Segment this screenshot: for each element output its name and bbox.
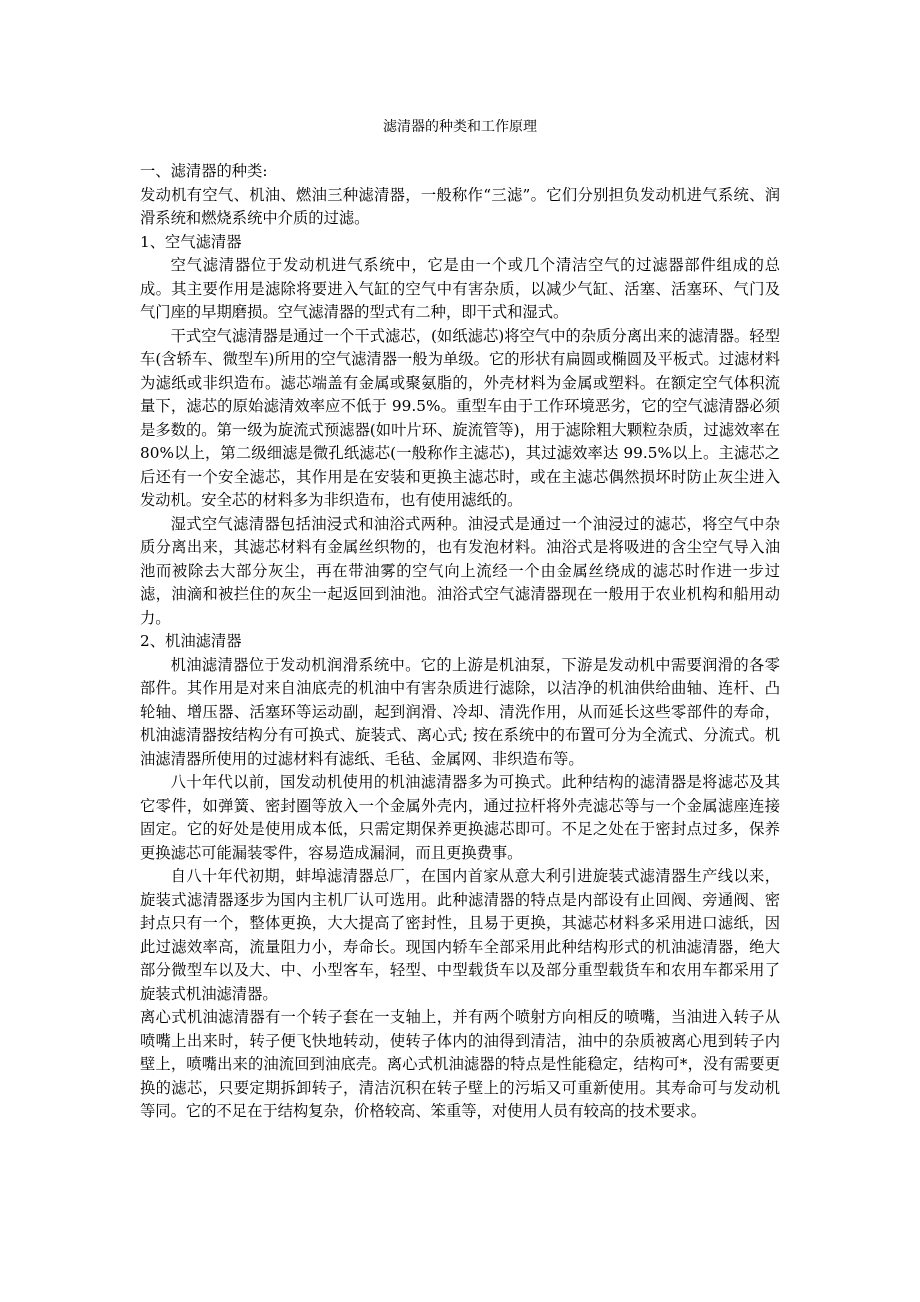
paragraph-oil-filter-overview: 机油滤清器位于发动机润滑系统中。它的上游是机油泵，下游是发动机中需要润滑的各零部件。其作用是对来自油底壳的机油中有害杂质进行滤除，以洁净的机油供给曲轴、连杆、凸轮轴、增压器、活塞环等运动副，起到润滑、冷却、清洗作用，从而延长这些零部件的寿命，机油滤清器按结构分有可换式、旋装式、离心式; 按在系统中的布置可分为全流式、分流式。机油滤清器所使用的过滤材料有滤纸、毛毡、金属网、非织造布等。 bbox=[140, 655, 780, 768]
paragraph-wet-air-filter: 湿式空气滤清器包括油浸式和油浴式两种。油浸式是通过一个油浸过的滤芯，将空气中杂质分离出来，其滤芯材料有金属丝织物的，也有发泡材料。油浴式是将吸进的含尘空气导入油池而被除去大部分灰尘，再在带油雾的空气向上流经一个由金属丝绕成的滤芯时作进一步过滤，油滴和被拦住的灰尘一起返回到油池。油浴式空气滤清器现在一般用于农业机构和船用动力。 bbox=[140, 514, 780, 627]
paragraph-centrifugal-oil-filter: 离心式机油滤清器有一个转子套在一支轴上，并有两个喷射方向相反的喷嘴，当油进入转子从喷嘴上出来时，转子便飞快地转动，使转子体内的油得到清洁，油中的杂质被离心甩到转子内壁上，喷嘴出来的油流回到油底壳。离心式机油滤器的特点是性能稳定，结构可*，没有需要更换的滤芯，只要定期拆卸转子，清洁沉积在转子壁上的污垢又可重新使用。其寿命可与发动机等同。它的不足在于结构复杂，价格较高、笨重等，对使用人员有较高的技术要求。 bbox=[140, 1008, 780, 1120]
paragraph-air-filter-overview: 空气滤清器位于发动机进气系统中，它是由一个或几个清洁空气的过滤器部件组成的总成。其主要作用是滤除将要进入气缸的空气中有害杂质，以减少气缸、活塞、活塞环、气门及气门座的早期磨损。空气滤清器的型式有二种，即干式和湿式。 bbox=[140, 256, 780, 321]
section-heading-types: 一、滤清器的种类: bbox=[140, 162, 268, 180]
section-heading-oil-filter: 2、机油滤清器 bbox=[140, 632, 242, 650]
section-heading-air-filter: 1、空气滤清器 bbox=[140, 232, 242, 251]
document-title: 滤清器的种类和工作原理 bbox=[383, 119, 537, 135]
paragraph-replaceable-oil-filter: 八十年代以前，国发动机使用的机油滤清器多为可换式。此种结构的滤清器是将滤芯及其它零件，如弹簧、密封圈等放入一个金属外壳内，通过拉杆将外壳滤芯等与一个金属滤座连接固定。它的好处是使用成本低，只需定期保养更换滤芯即可。不足之处在于密封点过多，保养更换滤芯可能漏装零件，容易造成漏洞，而且更换费事。 bbox=[140, 773, 780, 862]
document-body bbox=[140, 160, 780, 1124]
paragraph-spin-on-oil-filter: 自八十年代初期，蚌埠滤清器总厂，在国内首家从意大利引进旋装式滤清器生产线以来，旋装式滤清器逐步为国内主机厂认可选用。此种滤清器的特点是内部设有止回阀、旁通阀、密封点只有一个，整体更换，大大提高了密封性，且易于更换，其滤芯材料多采用进口滤纸，因此过滤效率高，流量阻力小，寿命长。现国内轿车全部采用此种结构形式的机油滤清器，绝大部分微型车以及大、中、小型客车，轻型、中型载货车以及部分重型载货车和农用车都采用了旋装式机油滤清器。 bbox=[140, 867, 780, 1003]
paragraph-intro: 发动机有空气、机油、燃油三种滤清器，一般称作“三滤”。它们分别担负发动机进气系统、润滑系统和燃烧系统中介质的过滤。 bbox=[140, 185, 780, 227]
paragraph-dry-air-filter: 干式空气滤清器是通过一个干式滤芯，(如纸滤芯)将空气中的杂质分离出来的滤清器。轻型车(含轿车、微型车)所用的空气滤清器一般为单级。它的形状有扁圆或椭圆及平板式。过滤材料为滤纸或非织造布。滤芯端盖有金属或聚氨脂的，外壳材料为金属或塑料。在额定空气体积流量下，滤芯的原始滤清效率应不低于 99.5%。重型车由于工作环境恶劣，它的空气滤清器必须是多数的。第一级为旋流式预滤器(如叶片环、旋流管等)，用于滤除粗大颗粒杂质，过滤效率在 80%以上，第二级细滤是微孔纸滤芯(一般称作主滤芯)，其过滤效率达 99.5%以上。主滤芯之后还有一个安全滤芯，其作用是在安装和更换主滤芯时，或在主滤芯偶然损坏时防止灰尘进入发动机。安全芯的材料多为非织造布，也有使用滤纸的。 bbox=[140, 326, 780, 509]
